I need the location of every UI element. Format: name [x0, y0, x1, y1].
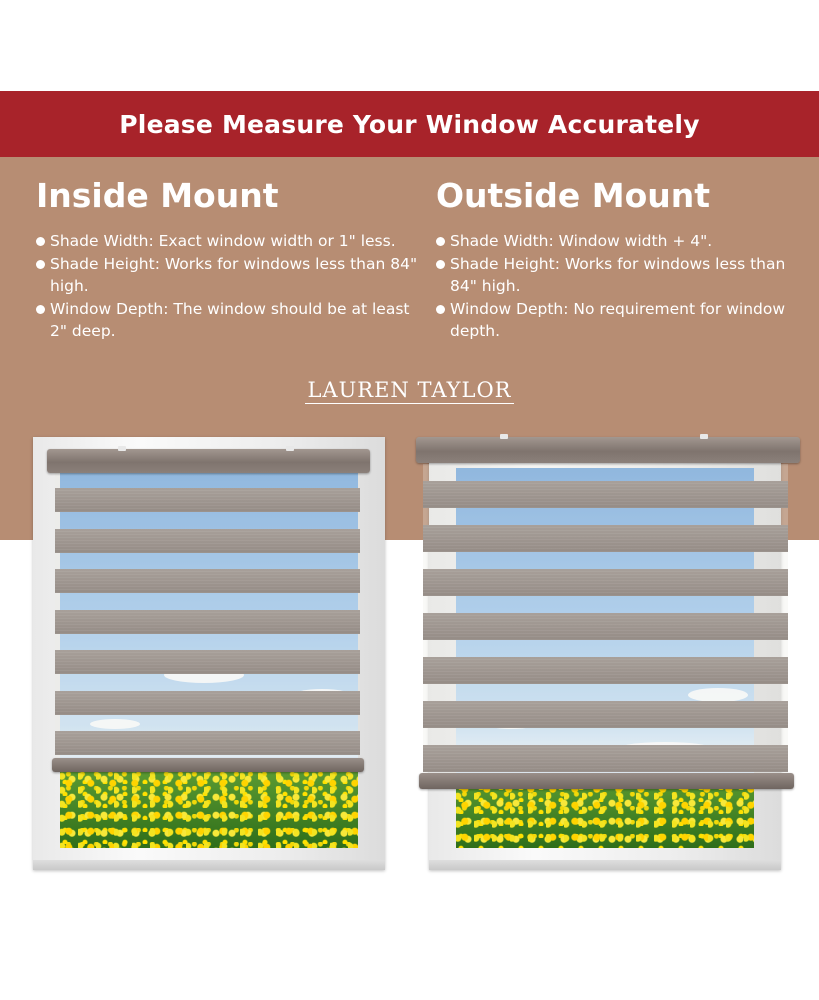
outside-mount-heading: Outside Mount [436, 176, 711, 215]
inside-shade-vane [55, 691, 360, 715]
outside-mount-list [436, 230, 786, 343]
inside-flower-field [60, 772, 358, 848]
inside-mount-heading: Inside Mount [36, 176, 279, 215]
page-title: Please Measure Your Window Accurately [119, 109, 700, 139]
outside-shade-vane [423, 657, 788, 684]
inside-mount-bullet-width: Shade Width: Exact window width or 1" less. [36, 230, 421, 253]
inside-shade-headrail [47, 449, 370, 473]
outside-shade-headrail [416, 437, 800, 463]
inside-shade-clip [118, 446, 126, 451]
header-banner [0, 91, 819, 157]
outside-shade-vane [423, 569, 788, 596]
inside-shade-clip [286, 446, 294, 451]
outside-mount-section [436, 176, 786, 343]
inside-shade-vane [55, 529, 360, 553]
inside-mount-section [36, 176, 421, 343]
inside-shade-vane [55, 731, 360, 755]
outside-mount-bullet-height: Shade Height: Works for windows less than 84" high. [436, 253, 786, 298]
inside-shade-vane [55, 610, 360, 634]
outside-shade-vane [423, 481, 788, 508]
outside-shade-clip [700, 434, 708, 439]
outside-shade-vane [423, 525, 788, 552]
inside-shade-bottom-rail [52, 758, 364, 772]
outside-shade-vane [423, 745, 788, 772]
outside-shade-bottom-rail [419, 773, 794, 789]
inside-mount-bullet-height: Shade Height: Works for windows less than 84" high. [36, 253, 421, 298]
outside-shade-clip [500, 434, 508, 439]
inside-mount-list [36, 230, 421, 343]
outside-mount-bullet-width: Shade Width: Window width + 4". [436, 230, 786, 253]
brand-logo [0, 378, 819, 404]
outside-shade-vane [423, 701, 788, 728]
inside-shade-vane [55, 569, 360, 593]
brand-logo-text: LAUREN TAYLOR [307, 378, 512, 402]
inside-shade-vane [55, 488, 360, 512]
outside-mount-bullet-depth: Window Depth: No requirement for window depth. [436, 298, 786, 343]
inside-shade-vane [55, 650, 360, 674]
outside-shade-vane [423, 613, 788, 640]
inside-mount-bullet-depth: Window Depth: The window should be at least 2" deep. [36, 298, 421, 343]
